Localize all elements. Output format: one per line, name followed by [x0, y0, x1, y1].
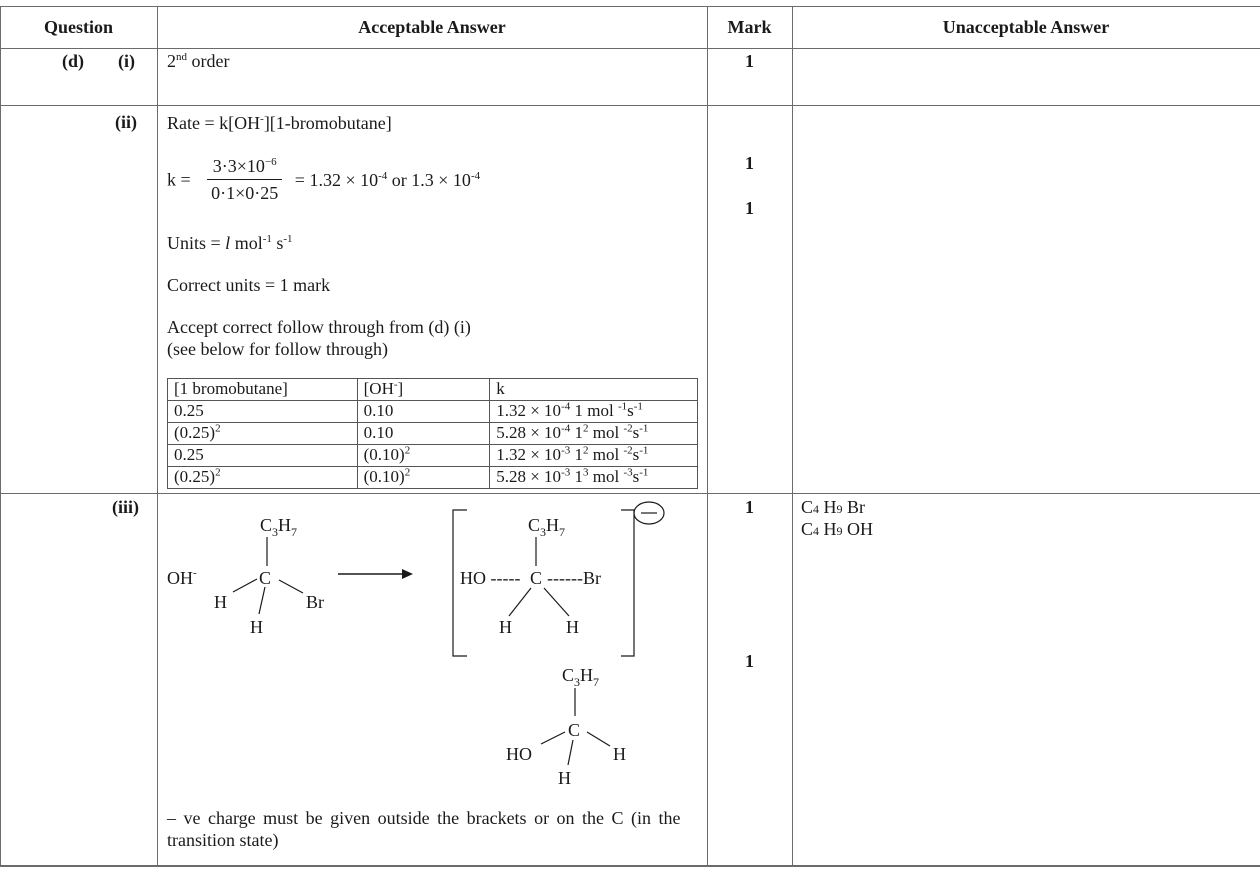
bond-line [259, 587, 265, 614]
bond-line [541, 732, 565, 744]
header-mark: Mark [727, 17, 772, 37]
mark-value: 1 [745, 153, 754, 173]
reaction-arrow-icon [338, 569, 413, 579]
bromine-partial-bond-label: ------Br [547, 568, 601, 588]
header-acceptable-answer: Acceptable Answer [358, 17, 506, 37]
propyl-group-label: $C_3H_7$ [562, 665, 600, 689]
bond-line [568, 740, 573, 765]
nucleophile-label: OH- [167, 567, 197, 588]
unacceptable-answer-item: C4 H9 Br [801, 497, 866, 517]
right-bracket [621, 510, 634, 656]
column-header-bromobutane: [1 bromobutane] [168, 379, 358, 401]
hydroxyl-label: HO [506, 744, 532, 764]
col-divider-left [0, 6, 1, 866]
table-border-bottom [0, 865, 1260, 867]
col-divider-answer [707, 6, 708, 866]
mark-value: 1 [745, 651, 754, 671]
charge-note-line-1: – ve charge must be given outside the brackets or on the C (in the [167, 808, 681, 828]
carbon-label: C [568, 720, 581, 740]
bond-line [279, 580, 303, 593]
header-unacceptable-answer: Unacceptable Answer [942, 17, 1110, 37]
follow-through-note-2: (see below for follow through) [167, 339, 388, 359]
column-header-hydroxide: [OH-] [357, 379, 490, 401]
bond-line [587, 732, 610, 746]
table-row: $(0.25)^2$ $(0.10)^2$ $5.28 \times 10^{-3}$ $1^3$ mol $^{-3}s^{-1}$ [168, 467, 698, 489]
table-row: 0.25 $(0.10)^2$ $1.32 \times 10^{-3}$ $1^2$ mol $^{-2}s^{-1}$ [168, 445, 698, 467]
k-fraction: $\frac{3\cdot 3\times 10^{-6}}{0\cdot 1\times 0\cdot 25}$ [207, 155, 282, 204]
k-result: = $1.32 \times 10^{-4}$ or $1.3 \times 10^{-4}$ [294, 169, 481, 190]
rate-equation: Rate = k[OH-][1-bromobutane] [167, 113, 392, 133]
charge-note-line-2: transition state) [167, 830, 279, 850]
correct-units-note: Correct units = 1 mark [167, 275, 331, 295]
column-header-k: k [490, 379, 698, 401]
question-part-label: (d) [62, 51, 84, 71]
row-divider-1 [0, 105, 1260, 106]
negative-charge-icon [634, 502, 664, 524]
bond-line [544, 588, 569, 616]
header-question: Question [43, 17, 113, 37]
table-header-row [168, 379, 698, 401]
hydroxyl-partial-bond-label: HO ----- [460, 568, 521, 588]
propyl-group-label: $C_3H_7$ [260, 515, 298, 539]
hydrogen-label: H [499, 617, 512, 637]
mark-value: 1 [745, 51, 754, 71]
question-sub-label: (ii) [115, 112, 137, 132]
follow-through-note-1: Accept correct follow through from (d) (i) [167, 317, 471, 337]
hydrogen-label: H [250, 617, 263, 637]
follow-through-table [167, 378, 698, 489]
hydrogen-label: H [613, 744, 626, 764]
table-row: $(0.25)^2$ 0.10 $5.28 \times 10^{-4}$ $1^2$ mol $^{-2}s^{-1}$ [168, 423, 698, 445]
rate-constant-calculation: k = $\frac{3\cdot 3\times 10^{-6}}{0\cdot 1\times 0\cdot 25}$ = $1.32 \times 10^{-4}$ or $1.3 \times 10^{-4}$ [167, 156, 481, 203]
hydrogen-label: H [566, 617, 579, 637]
units-text: Units = l mol$^{-1}$ $s^{-1}$ [167, 233, 293, 253]
table-row: 0.25 0.10 $1.32 \times 10^{-4}$ 1 mol $^{-1}s^{-1}$ [168, 401, 698, 423]
carbon-label: C [259, 568, 272, 588]
bromine-label: Br [306, 592, 324, 612]
bond-line [509, 588, 531, 616]
bond-line [233, 579, 257, 592]
mark-value: 1 [745, 497, 754, 517]
answer-order: 2nd order [167, 51, 230, 71]
col-divider-mark [792, 6, 793, 866]
unacceptable-answer-item: C4 H9 OH [801, 519, 874, 539]
propyl-group-label: $C_3H_7$ [528, 515, 566, 539]
hydrogen-label: H [558, 768, 571, 788]
question-sub-label: (iii) [112, 497, 139, 517]
hydrogen-label: H [214, 592, 227, 612]
sn2-mechanism-diagram [157, 494, 707, 794]
header-divider [0, 48, 1260, 49]
table-border-top [0, 6, 1260, 7]
mark-value: 1 [745, 198, 754, 218]
carbon-label: C [530, 568, 543, 588]
question-sub-label: (i) [118, 51, 135, 71]
